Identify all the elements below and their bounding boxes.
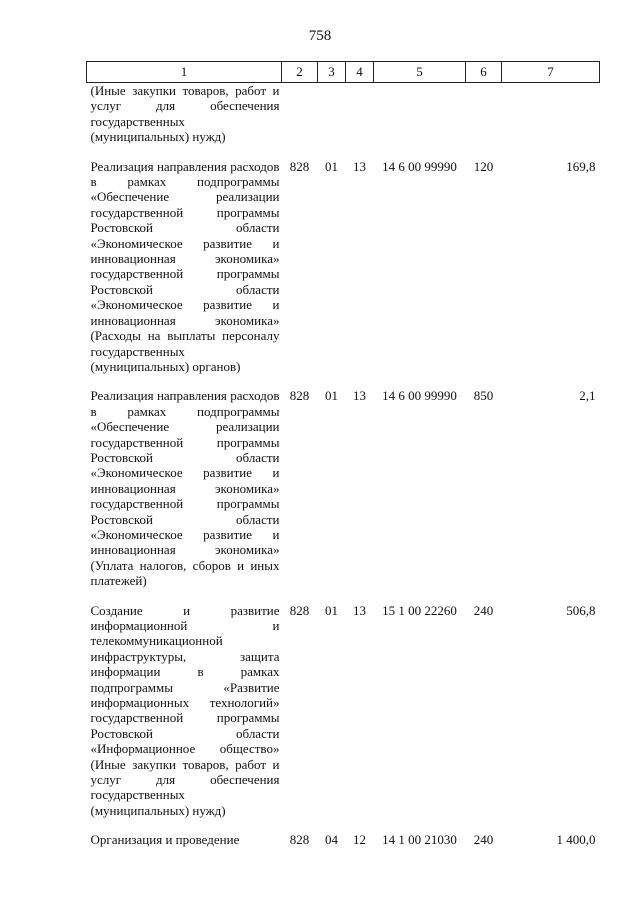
row-target-code <box>374 83 466 145</box>
header-row <box>87 62 600 83</box>
row-description: Организация и проведение <box>90 832 240 848</box>
page-number: 758 <box>308 28 332 44</box>
row-section-code: 01 <box>325 602 338 618</box>
budget-table <box>86 61 600 848</box>
row-target-code: 14 1 00 21030 <box>382 832 457 848</box>
table-row <box>87 388 600 588</box>
column-header-2: 2 <box>282 62 318 83</box>
table-row <box>87 83 600 145</box>
table-row <box>87 159 600 375</box>
column-header-5: 5 <box>374 62 466 83</box>
column-header-1: 1 <box>87 62 282 83</box>
row-subsection-code: 13 <box>353 388 366 404</box>
row-ministry-code: 828 <box>289 832 310 848</box>
table-body <box>87 83 600 848</box>
row-amount: 506,8 <box>566 602 596 618</box>
row-description: Реализация направления расходов в рамках подпрограммы «Обеспечение реализации государственной программы Ростовской области «Экономическое развитие и инновационная экономика» государственной программы Ростовской области «Экономическое развитие и инновационная экономика» (Расходы на выплаты персоналу государственных (муниципальных) органов) <box>90 158 280 374</box>
table-row <box>87 603 600 819</box>
row-ministry-code: 828 <box>289 388 310 404</box>
row-target-code: 15 1 00 22260 <box>382 602 457 618</box>
row-amount: 2,1 <box>579 388 596 404</box>
row-subsection-code: 12 <box>353 832 366 848</box>
row-spacer <box>87 818 600 832</box>
row-description: Создание и развитие информационной и телекоммуникационной инфраструктуры, защита информации в рамках подпрограммы «Развитие информационных технологий» государственной программы Ростовской области «Информационное общество» (Иные закупки товаров, работ и услуг для обеспечения государственных (муниципальных) нужд) <box>90 602 280 818</box>
row-target-code: 14 6 00 99990 <box>382 388 457 404</box>
column-header-4: 4 <box>346 62 374 83</box>
row-spacer <box>87 374 600 388</box>
row-expense-type: 850 <box>473 388 494 404</box>
row-subsection-code <box>346 83 374 145</box>
row-ministry-code: 828 <box>289 602 310 618</box>
row-amount: 1 400,0 <box>556 832 596 848</box>
row-subsection-code: 13 <box>353 602 366 618</box>
column-header-6: 6 <box>466 62 502 83</box>
row-description: (Иные закупки товаров, работ и услуг для обеспечения государственных (муниципальных) нужд) <box>90 83 280 145</box>
row-section-code: 01 <box>325 388 338 404</box>
row-spacer <box>87 145 600 159</box>
column-header-3: 3 <box>318 62 346 83</box>
row-amount <box>502 83 600 145</box>
row-subsection-code: 13 <box>353 158 366 174</box>
row-section-code: 04 <box>325 832 338 848</box>
row-description: Реализация направления расходов в рамках подпрограммы «Обеспечение реализации государственной программы Ростовской области «Экономическое развитие и инновационная экономика» государственной программы Ростовской области «Экономическое развитие и инновационная экономика» (Уплата налогов, сборов и иных платежей) <box>90 388 280 589</box>
row-ministry-code <box>282 83 318 145</box>
row-spacer <box>87 589 600 603</box>
row-expense-type <box>466 83 502 145</box>
table-row <box>87 832 600 847</box>
row-expense-type: 240 <box>473 602 494 618</box>
row-expense-type: 240 <box>473 832 494 848</box>
row-ministry-code: 828 <box>289 158 310 174</box>
row-section-code: 01 <box>325 158 338 174</box>
table-header <box>87 62 600 83</box>
row-target-code: 14 6 00 99990 <box>382 158 457 174</box>
row-expense-type: 120 <box>473 158 494 174</box>
column-header-7: 7 <box>502 62 600 83</box>
row-section-code <box>318 83 346 145</box>
row-amount: 169,8 <box>566 158 596 174</box>
